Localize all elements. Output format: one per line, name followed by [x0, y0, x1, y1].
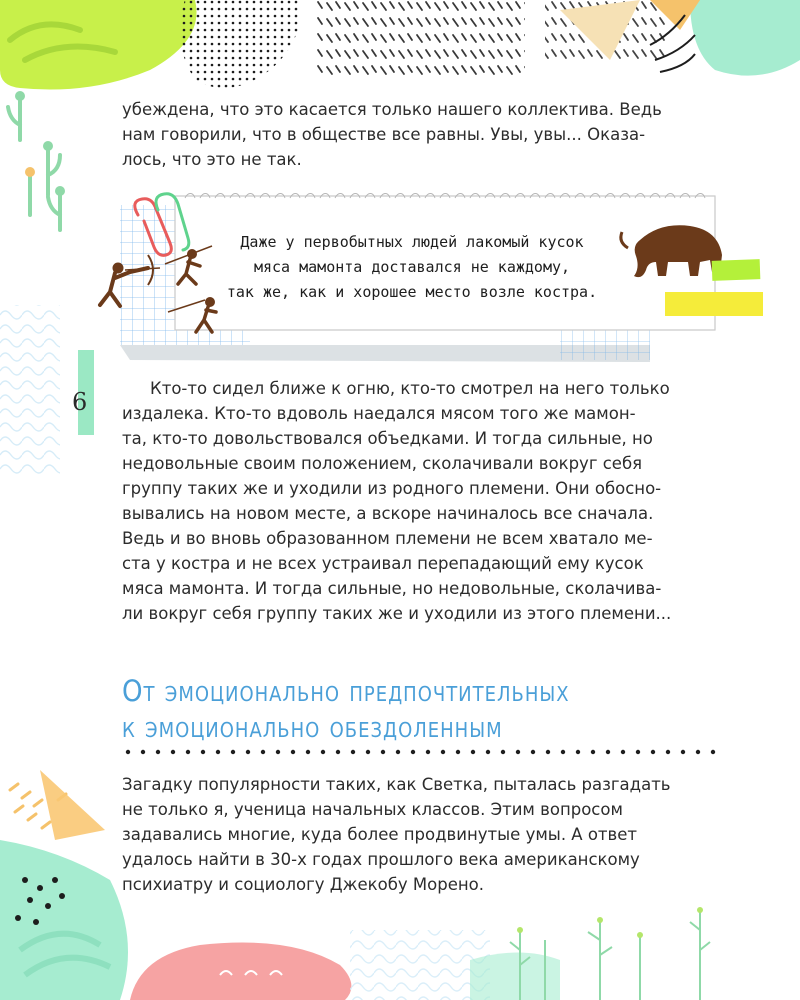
top-paragraph: [122, 97, 716, 172]
text-line: задавались многие, куда более продвинутые умы. А ответ: [122, 825, 638, 844]
note-line: так же, как и хорошее место возле костра.: [226, 283, 598, 301]
heading-line: От эмоционально предпочтительных: [122, 674, 570, 708]
text-line: недовольные своим положением, сколачивали вокруг себя: [122, 454, 643, 473]
note-line: Даже у первобытных людей лакомый кусок: [240, 233, 584, 251]
dot-cluster: [179, 0, 300, 88]
text-line: удалось найти в 30-х годах прошлого века американскому: [122, 850, 640, 869]
final-paragraph: [122, 772, 716, 897]
text-line: ли вокруг себя группу таких же и уходили из этого племени...: [122, 604, 672, 623]
text-line: не только я, ученица начальных классов. Этим вопросом: [122, 800, 623, 819]
pink-blob: [130, 943, 351, 1000]
text-line: лось, что это не так.: [122, 150, 302, 169]
main-paragraph: [122, 376, 716, 626]
sticky-green: [712, 259, 761, 281]
section-heading: [122, 673, 570, 745]
text-line: та, кто-то довольствовался объедками. И тогда сильные, но: [122, 429, 653, 448]
sticky-yellow: [665, 292, 763, 316]
note-line: мяса мамонта доставался не каждому,: [253, 258, 571, 276]
text-line: вывались на новом месте, а вскоре начиналось все сначала.: [122, 504, 654, 523]
text-line: нам говорили, что в обществе все равны. Увы, увы... Оказа-: [122, 125, 646, 144]
text-line: группу таких же и уходили из родного племени. Они обосно-: [122, 479, 662, 498]
note-text: [212, 230, 612, 305]
text-line: Кто-то сидел ближе к огню, кто-то смотрел на него только: [150, 379, 670, 398]
heading-underline: [126, 750, 715, 754]
text-line: Ведь и во вновь образованном племени не всем хватало ме-: [122, 529, 653, 548]
text-line: убеждена, что это касается только нашего коллектива. Ведь: [122, 100, 662, 119]
text-line: Загадку популярности таких, как Светка, пыталась разгадать: [122, 775, 671, 794]
text-line: психиатру и социологу Джекобу Морено.: [122, 875, 485, 894]
text-line: мяса мамонта. И тогда сильные, но недовольные, сколачива-: [122, 579, 662, 598]
lime-blob: [0, 0, 197, 90]
text-line: издалека. Кто-то вдоволь наедался мясом того же мамон-: [122, 404, 636, 423]
page-number: 6: [72, 388, 88, 416]
mint-blob-top: [690, 0, 800, 76]
text-line: ста у костра и не всех устраивал перепадающий ему кусок: [122, 554, 644, 573]
heading-line: к эмоционально обездоленным: [122, 710, 503, 744]
